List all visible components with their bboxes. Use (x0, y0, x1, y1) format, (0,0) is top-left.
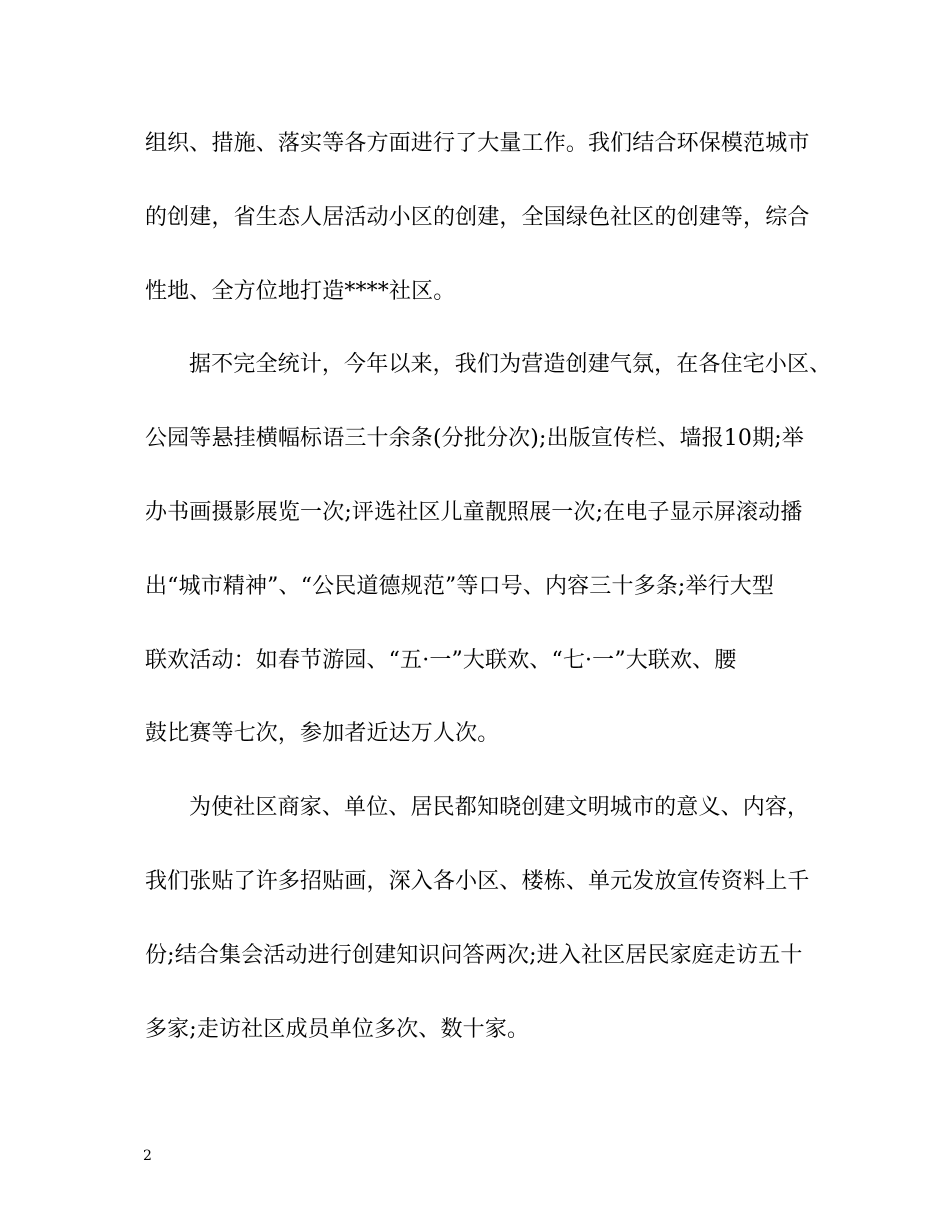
paragraph-line: 联欢活动：如春节游园、“五·一”大联欢、“七·一”大联欢、腰 (145, 647, 737, 673)
paragraph-line: 性地、全方位地打造****社区。 (145, 278, 456, 304)
paragraph-2 (145, 339, 832, 782)
paragraph-line: 据不完全统计，今年以来，我们为营造创建气氛，在各住宅小区、 (189, 352, 832, 378)
paragraph-line: 多家;走访社区成员单位多次、数十家。 (145, 1016, 530, 1042)
document-body (145, 118, 832, 1077)
paragraph-3 (145, 782, 815, 1077)
paragraph-line: 我们张贴了许多招贴画，深入各小区、楼栋、单元发放宣传资料上千 (145, 868, 810, 894)
paragraph-line: 份;结合集会活动进行创建知识问答两次;进入社区居民家庭走访五十 (145, 942, 803, 968)
paragraph-line: 组织、措施、落实等各方面进行了大量工作。我们结合环保模范城市 (145, 131, 810, 156)
paragraph-line: 的创建，省生态人居活动小区的创建，全国绿色社区的创建等，综合 (145, 204, 810, 230)
paragraph-line: 办书画摄影展览一次;评选社区儿童靓照展一次;在电子显示屏滚动播 (145, 499, 803, 525)
paragraph-1 (145, 118, 815, 339)
paragraph-line: 为使社区商家、单位、居民都知晓创建文明城市的意义、内容， (189, 795, 810, 821)
page-number: 2 (143, 1148, 152, 1164)
paragraph-line: 出“城市精神”、“公民道德规范”等口号、内容三十多条;举行大型 (145, 573, 775, 599)
paragraph-line: 公园等悬挂横幅标语三十余条(分批分次);出版宣传栏、墙报10期;举 (145, 426, 804, 452)
paragraph-line: 鼓比赛等七次，参加者近达万人次。 (145, 721, 500, 747)
